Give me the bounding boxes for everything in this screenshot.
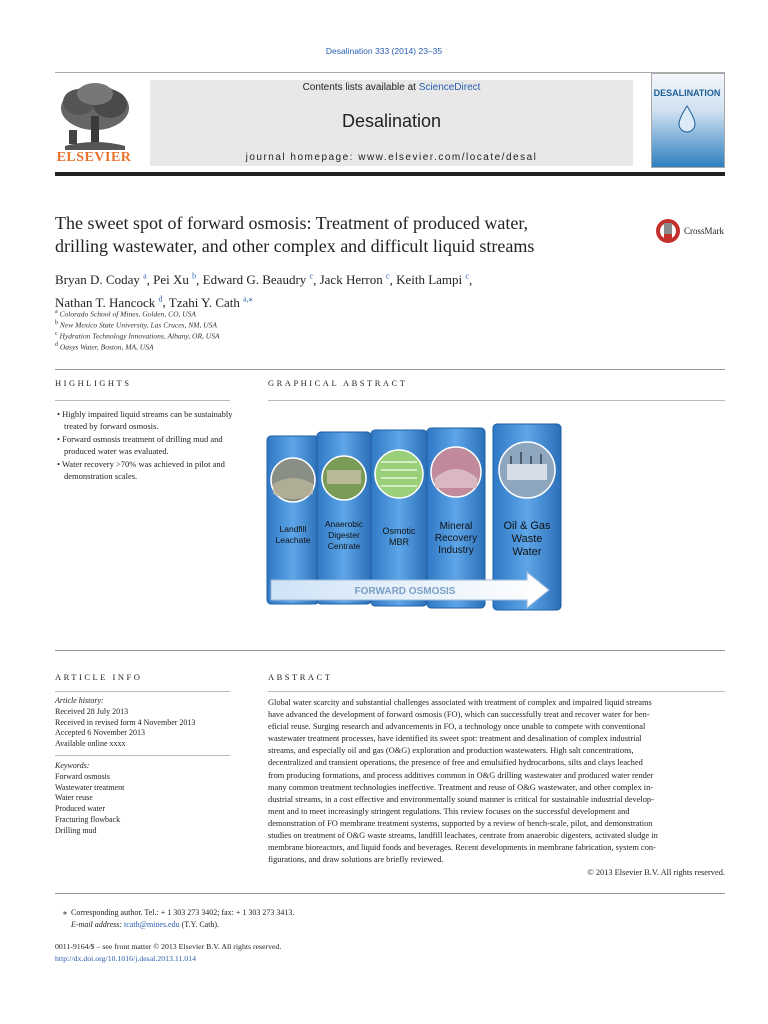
elsevier-wordmark[interactable]: ELSEVIER: [56, 150, 132, 165]
abstract-line: ment and to meet increasingly stringent regulations. This review focuses on the successful development and: [268, 806, 630, 816]
abstract-line: wastewater treatment processes, have identified its sweet spot: treatment and desalination of complex industrial: [268, 734, 642, 744]
panel-label: Centrate: [327, 541, 361, 551]
info-divider: [55, 755, 230, 756]
footnote-marker: ⁎: [63, 908, 67, 917]
abstract-line: dustrial streams, in a cost effective and environmentally sound manner is critical for sustainable industrial develop-: [268, 794, 654, 804]
list-item: • Forward osmosis treatment of drilling mud and produced water was evaluated.: [57, 434, 223, 456]
section-rule: [55, 893, 725, 894]
keyword: Fracturing flowback: [55, 814, 121, 824]
front-matter: 0011-9164/$ – see front matter © 2013 Elsevier B.V. All rights reserved.: [55, 942, 282, 951]
panel-label: Landfill: [279, 524, 307, 534]
abstract-body: [268, 697, 725, 866]
abstract-rule: [268, 691, 725, 692]
arrow-label: FORWARD OSMOSIS: [354, 586, 456, 597]
abstract-line: membrane bioreactors, and liquid foods and beverages. Recent developments in membrane fabrication, system con-: [268, 843, 656, 853]
copyright-notice: © 2013 Elsevier B.V. All rights reserved.: [587, 868, 725, 877]
sciencedirect-link[interactable]: ScienceDirect: [418, 82, 481, 93]
corresponding-text: Corresponding author. Tel.: + 1 303 273 3402; fax: + 1 303 273 3413.: [71, 908, 295, 917]
title-line-2: drilling wastewater, and other complex and difficult liquid streams: [55, 236, 535, 256]
section-rule: [55, 369, 725, 370]
author-list: [55, 267, 615, 312]
revised-date: Received in revised form 4 November 2013: [55, 717, 196, 727]
panel-landfill: [267, 436, 319, 604]
keyword: Wastewater treatment: [55, 782, 125, 792]
abstract-line: many common treatment technologies ineffective. Treatment and reuse of O&G wastewater, and other complex in-: [268, 782, 654, 792]
abstract-line: demonstration of FO membrane treatment systems, supported by a review of bench-scale, pilot, and demonstration: [268, 818, 653, 828]
authors-line-2: Nathan T. Hancock $^d$, Tzahi Y. Cath $^{a,⁎}$: [55, 294, 253, 310]
affiliation: $^d$ Oasys Water, Boston, MA, USA: [55, 342, 154, 352]
affiliation: $^a$ Colorado School of Mines, Golden, CO, USA: [55, 309, 196, 319]
title-line-1: The sweet spot of forward osmosis: Treatment of produced water,: [55, 213, 529, 233]
contents-prefix: Contents lists available at: [302, 82, 419, 93]
abstract-line: decentralized and transient operations, the presence of free and emulsified hydrocarbons, silts and clays leached: [268, 758, 643, 768]
panel-label: Water: [512, 546, 542, 558]
keyword: Water reuse: [55, 793, 93, 803]
article-info: [55, 696, 230, 837]
crossmark-label[interactable]: CrossMark: [684, 226, 724, 236]
section-rule: [55, 650, 725, 651]
panel-label: Leachate: [275, 535, 311, 545]
author[interactable]: Tzahi Y. Cath $^{a,⁎}$: [168, 294, 253, 310]
abstract-line: from producing formations, and process additives common in O&G drilling wastewater and produced water render: [268, 770, 654, 780]
email-suffix: (T.Y. Cath).: [181, 919, 220, 929]
water-drop-icon: [677, 104, 697, 134]
abstract-heading: ABSTRACT: [268, 672, 333, 682]
affiliation: $^b$ New Mexico State University, Las Cruces, NM, USA: [55, 320, 217, 330]
email-link[interactable]: tcath@mines.edu: [124, 919, 180, 929]
highlights-heading: HIGHLIGHTS: [55, 378, 132, 388]
author[interactable]: Bryan D. Coday $^a$: [55, 272, 147, 288]
history-label: Article history:: [55, 696, 104, 705]
doi-link[interactable]: http://dx.doi.org/10.1016/j.desal.2013.11.014: [55, 953, 196, 963]
panel-label: Waste: [511, 533, 543, 545]
panel-label: Industry: [438, 545, 474, 556]
panel-label: Oil & Gas: [503, 520, 551, 532]
panel-label: Digester: [328, 530, 360, 540]
graphical-abstract-rule: [268, 400, 725, 401]
email-label: E-mail address:: [71, 919, 123, 929]
highlights-rule: [55, 400, 230, 401]
article-info-rule: [55, 691, 230, 692]
keyword: Drilling mud: [55, 825, 97, 835]
abstract-line: figurations, and draw solutions are briefly reviewed.: [268, 855, 444, 865]
article-title: [55, 212, 635, 258]
authors-line-1: Bryan D. Coday $^a$, Pei Xu $^b$, Edward G. Beaudry $^c$, Jack Herron $^c$, Keith Lampi $^c$,: [55, 272, 473, 288]
graphical-abstract-heading: GRAPHICAL ABSTRACT: [268, 378, 408, 388]
received-date: Received 28 July 2013: [55, 706, 129, 716]
abstract-line: Global water scarcity and substantial challenges associated with treatment of complex and impaired liquid streams: [268, 698, 652, 707]
journal-name[interactable]: Desalination: [341, 111, 442, 131]
abstract-line: have advanced the development of forward osmosis (FO), which can successfully treat and recover water for ben-: [268, 710, 650, 720]
accepted-date: Accepted 6 November 2013: [55, 728, 145, 738]
author[interactable]: Keith Lampi $^c$: [396, 272, 469, 288]
author[interactable]: Nathan T. Hancock $^d$: [55, 294, 163, 310]
author[interactable]: Edward G. Beaudry $^c$: [202, 272, 314, 288]
author[interactable]: Jack Herron $^c$: [319, 272, 390, 288]
mbr-photo: [375, 450, 423, 498]
online-date: Available online xxxx: [55, 739, 126, 749]
panel-label: MBR: [389, 537, 409, 547]
panel-label: Recovery: [434, 533, 478, 544]
panel-label: Anaerobic: [324, 519, 364, 529]
affiliation: $^c$ Hydration Technology Innovations, Albany, OR, USA: [55, 331, 220, 341]
masthead-rule: [55, 172, 725, 176]
crossmark-icon[interactable]: [655, 218, 683, 244]
author[interactable]: Pei Xu $^b$: [153, 272, 197, 288]
panel-label: Osmotic: [382, 526, 416, 536]
journal-citation[interactable]: Desalination 333 (2014) 23–35: [325, 46, 443, 56]
abstract-line: eficial reuse. Surging research and advancements in FO, a technology once unable to compete with conventional: [268, 722, 646, 732]
graphical-abstract-figure[interactable]: [265, 418, 565, 618]
journal-homepage[interactable]: journal homepage: www.elsevier.com/locate/desal: [245, 152, 538, 163]
panel-label: Mineral: [439, 521, 473, 532]
keywords-label: Keywords:: [55, 760, 90, 770]
list-item: • Water recovery >70% was achieved in pilot and demonstration scales.: [57, 459, 225, 481]
contents-line: [150, 82, 633, 93]
keyword: Produced water: [55, 804, 105, 814]
highlights-list: [55, 408, 233, 483]
list-item: • Highly impaired liquid streams can be sustainably treated by forward osmosis.: [57, 409, 233, 431]
keyword: Forward osmosis: [55, 771, 110, 781]
corresponding-author-note: [55, 907, 655, 930]
article-info-heading: ARTICLE INFO: [55, 672, 143, 682]
panel-digester: [317, 432, 371, 604]
footer: [55, 941, 655, 964]
abstract-line: streams, and especially oil and gas (O&G) exploration and production wastewaters. High salt concentrations,: [268, 746, 634, 756]
abstract-line: studies on treatment of O&G waste streams, landfill leachates, centrate from anaerobic digesters, activated sludge in: [268, 831, 658, 841]
cover-title: DESALINATION: [653, 88, 721, 98]
